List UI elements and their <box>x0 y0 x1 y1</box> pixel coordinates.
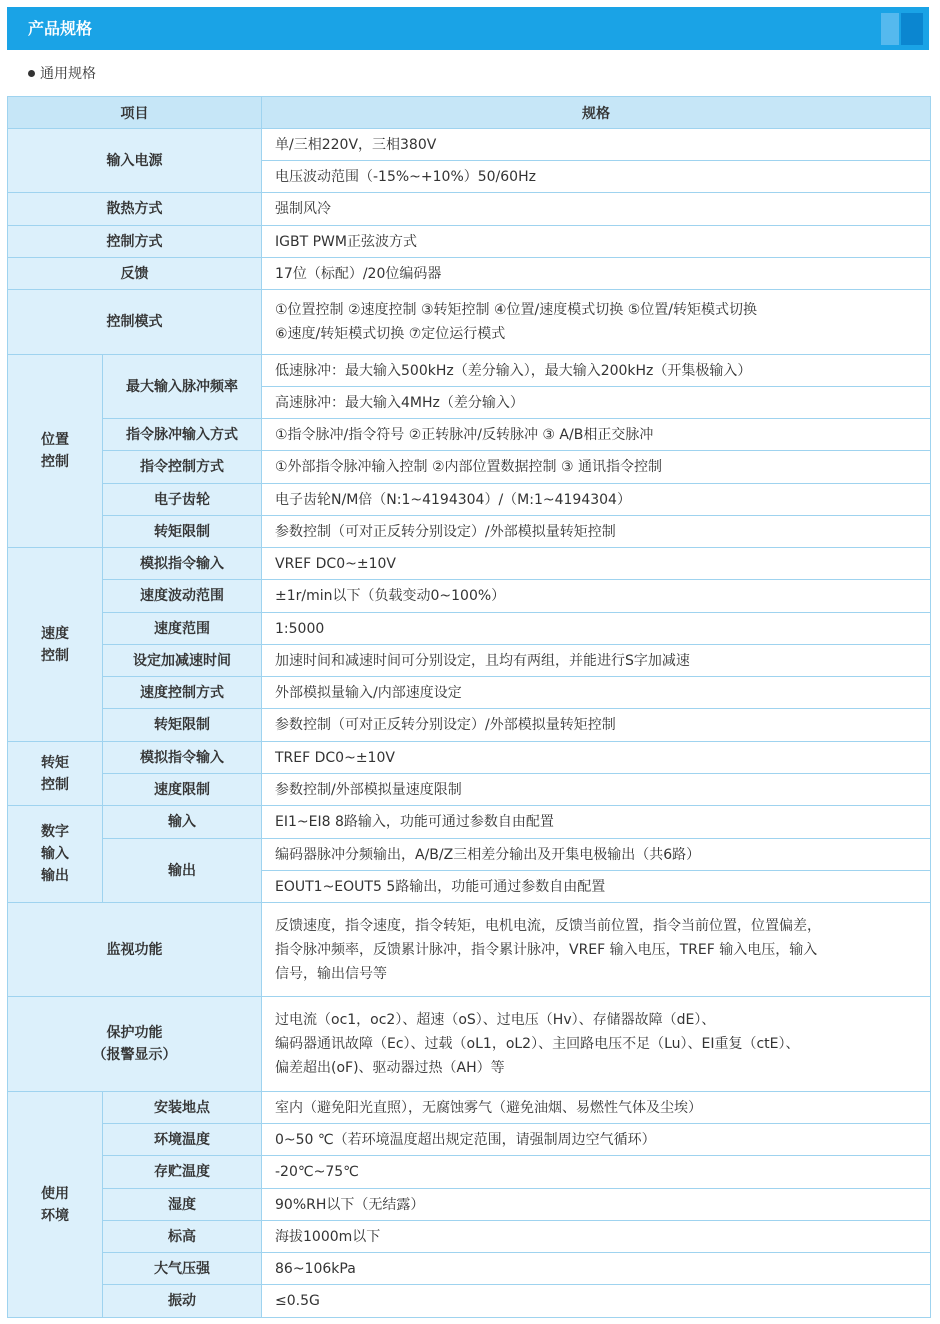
table-row <box>8 290 931 355</box>
row-label: 模拟指令输入 <box>103 548 262 580</box>
group-label: 转矩 控制 <box>8 742 103 806</box>
row-label: 标高 <box>103 1221 262 1253</box>
value-line: ①位置控制 ②速度控制 ③转矩控制 ④位置/速度模式切换 ⑤位置/转矩模式切换 <box>275 302 757 318</box>
table-row <box>8 516 931 548</box>
row-label: 速度限制 <box>103 774 262 806</box>
table-row <box>8 548 931 580</box>
row-label: 指令控制方式 <box>103 451 262 484</box>
table-row <box>8 1189 931 1221</box>
row-value: 0~50 ℃（若环境温度超出规定范围，请强制周边空气循环） <box>262 1124 931 1156</box>
bullet-icon <box>28 70 35 77</box>
row-value <box>262 290 931 355</box>
row-label: 反馈 <box>8 258 262 290</box>
row-value: EOUT1~EOUT5 5路输出，功能可通过参数自由配置 <box>262 871 931 903</box>
value-line: 指令脉冲频率，反馈累计脉冲，指令累计脉冲，VREF 输入电压，TREF 输入电压，输入 <box>275 941 818 958</box>
table-row <box>8 258 931 290</box>
section-label: 通用规格 <box>40 66 96 82</box>
table-row <box>8 1124 931 1156</box>
row-label: 环境温度 <box>103 1124 262 1156</box>
row-value: ①指令脉冲/指令符号 ②正转脉冲/反转脉冲 ③ A/B相正交脉冲 <box>262 419 931 451</box>
row-label: 振动 <box>103 1285 262 1318</box>
table-row <box>8 997 931 1092</box>
value-line: 偏差超出(oF)、驱动器过热（AH）等 <box>275 1060 505 1076</box>
table-row <box>8 484 931 516</box>
row-label: 速度控制方式 <box>103 677 262 709</box>
column-header-spec: 规格 <box>262 97 931 129</box>
table-row <box>8 806 931 839</box>
row-value: 海拔1000m以下 <box>262 1221 931 1253</box>
table-row <box>8 419 931 451</box>
value-line: 信号，输出信号等 <box>275 965 387 982</box>
table-row <box>8 1285 931 1318</box>
table-row <box>8 1156 931 1189</box>
row-value: 加速时间和减速时间可分别设定，且均有两组，并能进行S字加减速 <box>262 645 931 677</box>
row-label: 保护功能 （报警显示） <box>8 997 262 1092</box>
page-title: 产品规格 <box>28 19 93 38</box>
row-label: 输入电源 <box>8 129 262 193</box>
row-value: ①外部指令脉冲输入控制 ②内部位置数据控制 ③ 通讯指令控制 <box>262 451 931 484</box>
value-line: 编码器通讯故障（Ec）、过载（oL1，oL2）、主回路电压不足（Lu）、EI重复（ctE）、 <box>275 1036 800 1052</box>
row-value: 86~106kPa <box>262 1253 931 1285</box>
row-label: 控制模式 <box>8 290 262 355</box>
row-label: 电子齿轮 <box>103 484 262 516</box>
table-header-row <box>8 97 931 129</box>
table-row <box>8 645 931 677</box>
group-label: 位置 控制 <box>8 355 103 548</box>
header-decoration <box>881 13 899 45</box>
row-label: 输出 <box>103 839 262 903</box>
row-value: EI1~EI8 8路输入，功能可通过参数自由配置 <box>262 806 931 839</box>
row-label: 转矩限制 <box>103 516 262 548</box>
row-value: 1:5000 <box>262 613 931 645</box>
table-row <box>8 839 931 871</box>
row-value: 低速脉冲：最大输入500kHz（差分输入），最大输入200kHz（开集极输入） <box>262 355 931 387</box>
row-value: 电子齿轮N/M倍（N:1~4194304）/（M:1~4194304） <box>262 484 931 516</box>
row-value: 编码器脉冲分频输出，A/B/Z三相差分输出及开集电极输出（共6路） <box>262 839 931 871</box>
row-label: 模拟指令输入 <box>103 742 262 774</box>
table-row <box>8 613 931 645</box>
table-row <box>8 193 931 226</box>
row-value: 参数控制（可对正反转分别设定）/外部模拟量转矩控制 <box>262 709 931 742</box>
row-value: IGBT PWM正弦波方式 <box>262 226 931 258</box>
row-value: 参数控制（可对正反转分别设定）/外部模拟量转矩控制 <box>262 516 931 548</box>
table-row <box>8 742 931 774</box>
row-value: 单/三相220V，三相380V <box>262 129 931 161</box>
row-value: -20℃~75℃ <box>262 1156 931 1189</box>
table-row <box>8 355 931 387</box>
section-heading <box>28 64 96 84</box>
table-row <box>8 709 931 742</box>
row-value: 电压波动范围（-15%~+10%）50/60Hz <box>262 161 931 193</box>
row-label: 速度波动范围 <box>103 580 262 613</box>
row-value: 高速脉冲：最大输入4MHz（差分输入） <box>262 387 931 419</box>
table-row <box>8 1253 931 1285</box>
row-value <box>262 997 931 1092</box>
row-value: 90%RH以下（无结露） <box>262 1189 931 1221</box>
table-row <box>8 1092 931 1124</box>
table-row <box>8 903 931 997</box>
row-value: 17位（标配）/20位编码器 <box>262 258 931 290</box>
row-label: 监视功能 <box>8 903 262 997</box>
table-row <box>8 580 931 613</box>
row-label: 最大输入脉冲频率 <box>103 355 262 419</box>
row-value <box>262 903 931 997</box>
value-line: 反馈速度，指令速度，指令转矩，电机电流，反馈当前位置，指令当前位置，位置偏差， <box>275 917 821 934</box>
row-value: TREF DC0~±10V <box>262 742 931 774</box>
row-label: 控制方式 <box>8 226 262 258</box>
row-value: 外部模拟量输入/内部速度设定 <box>262 677 931 709</box>
group-label: 速度 控制 <box>8 548 103 742</box>
row-label: 速度范围 <box>103 613 262 645</box>
header-decoration <box>901 13 923 45</box>
row-value: 室内（避免阳光直照），无腐蚀雾气（避免油烟、易燃性气体及尘埃） <box>262 1092 931 1124</box>
table-row <box>8 226 931 258</box>
row-label: 转矩限制 <box>103 709 262 742</box>
table-row <box>8 774 931 806</box>
table-row <box>8 451 931 484</box>
header-bar <box>7 7 929 50</box>
group-label: 数字 输入 输出 <box>8 806 103 903</box>
table-row <box>8 677 931 709</box>
row-value: ±1r/min以下（负载变动0~100%） <box>262 580 931 613</box>
column-header-item: 项目 <box>8 97 262 129</box>
table-row <box>8 129 931 161</box>
row-label: 散热方式 <box>8 193 262 226</box>
value-line: ⑥速度/转矩模式切换 ⑦定位运行模式 <box>275 326 506 342</box>
group-label: 使用 环境 <box>8 1092 103 1318</box>
row-label: 设定加减速时间 <box>103 645 262 677</box>
table-row <box>8 1221 931 1253</box>
row-label: 输入 <box>103 806 262 839</box>
row-label: 安装地点 <box>103 1092 262 1124</box>
row-label: 存贮温度 <box>103 1156 262 1189</box>
spec-table <box>7 96 931 1318</box>
value-line: 过电流（oc1，oc2）、超速（oS）、过电压（Hv）、存储器故障（dE）、 <box>275 1012 716 1028</box>
row-value: 参数控制/外部模拟量速度限制 <box>262 774 931 806</box>
row-label: 湿度 <box>103 1189 262 1221</box>
row-value: 强制风冷 <box>262 193 931 226</box>
row-label: 大气压强 <box>103 1253 262 1285</box>
row-value: ≤0.5G <box>262 1285 931 1318</box>
row-value: VREF DC0~±10V <box>262 548 931 580</box>
row-label: 指令脉冲输入方式 <box>103 419 262 451</box>
